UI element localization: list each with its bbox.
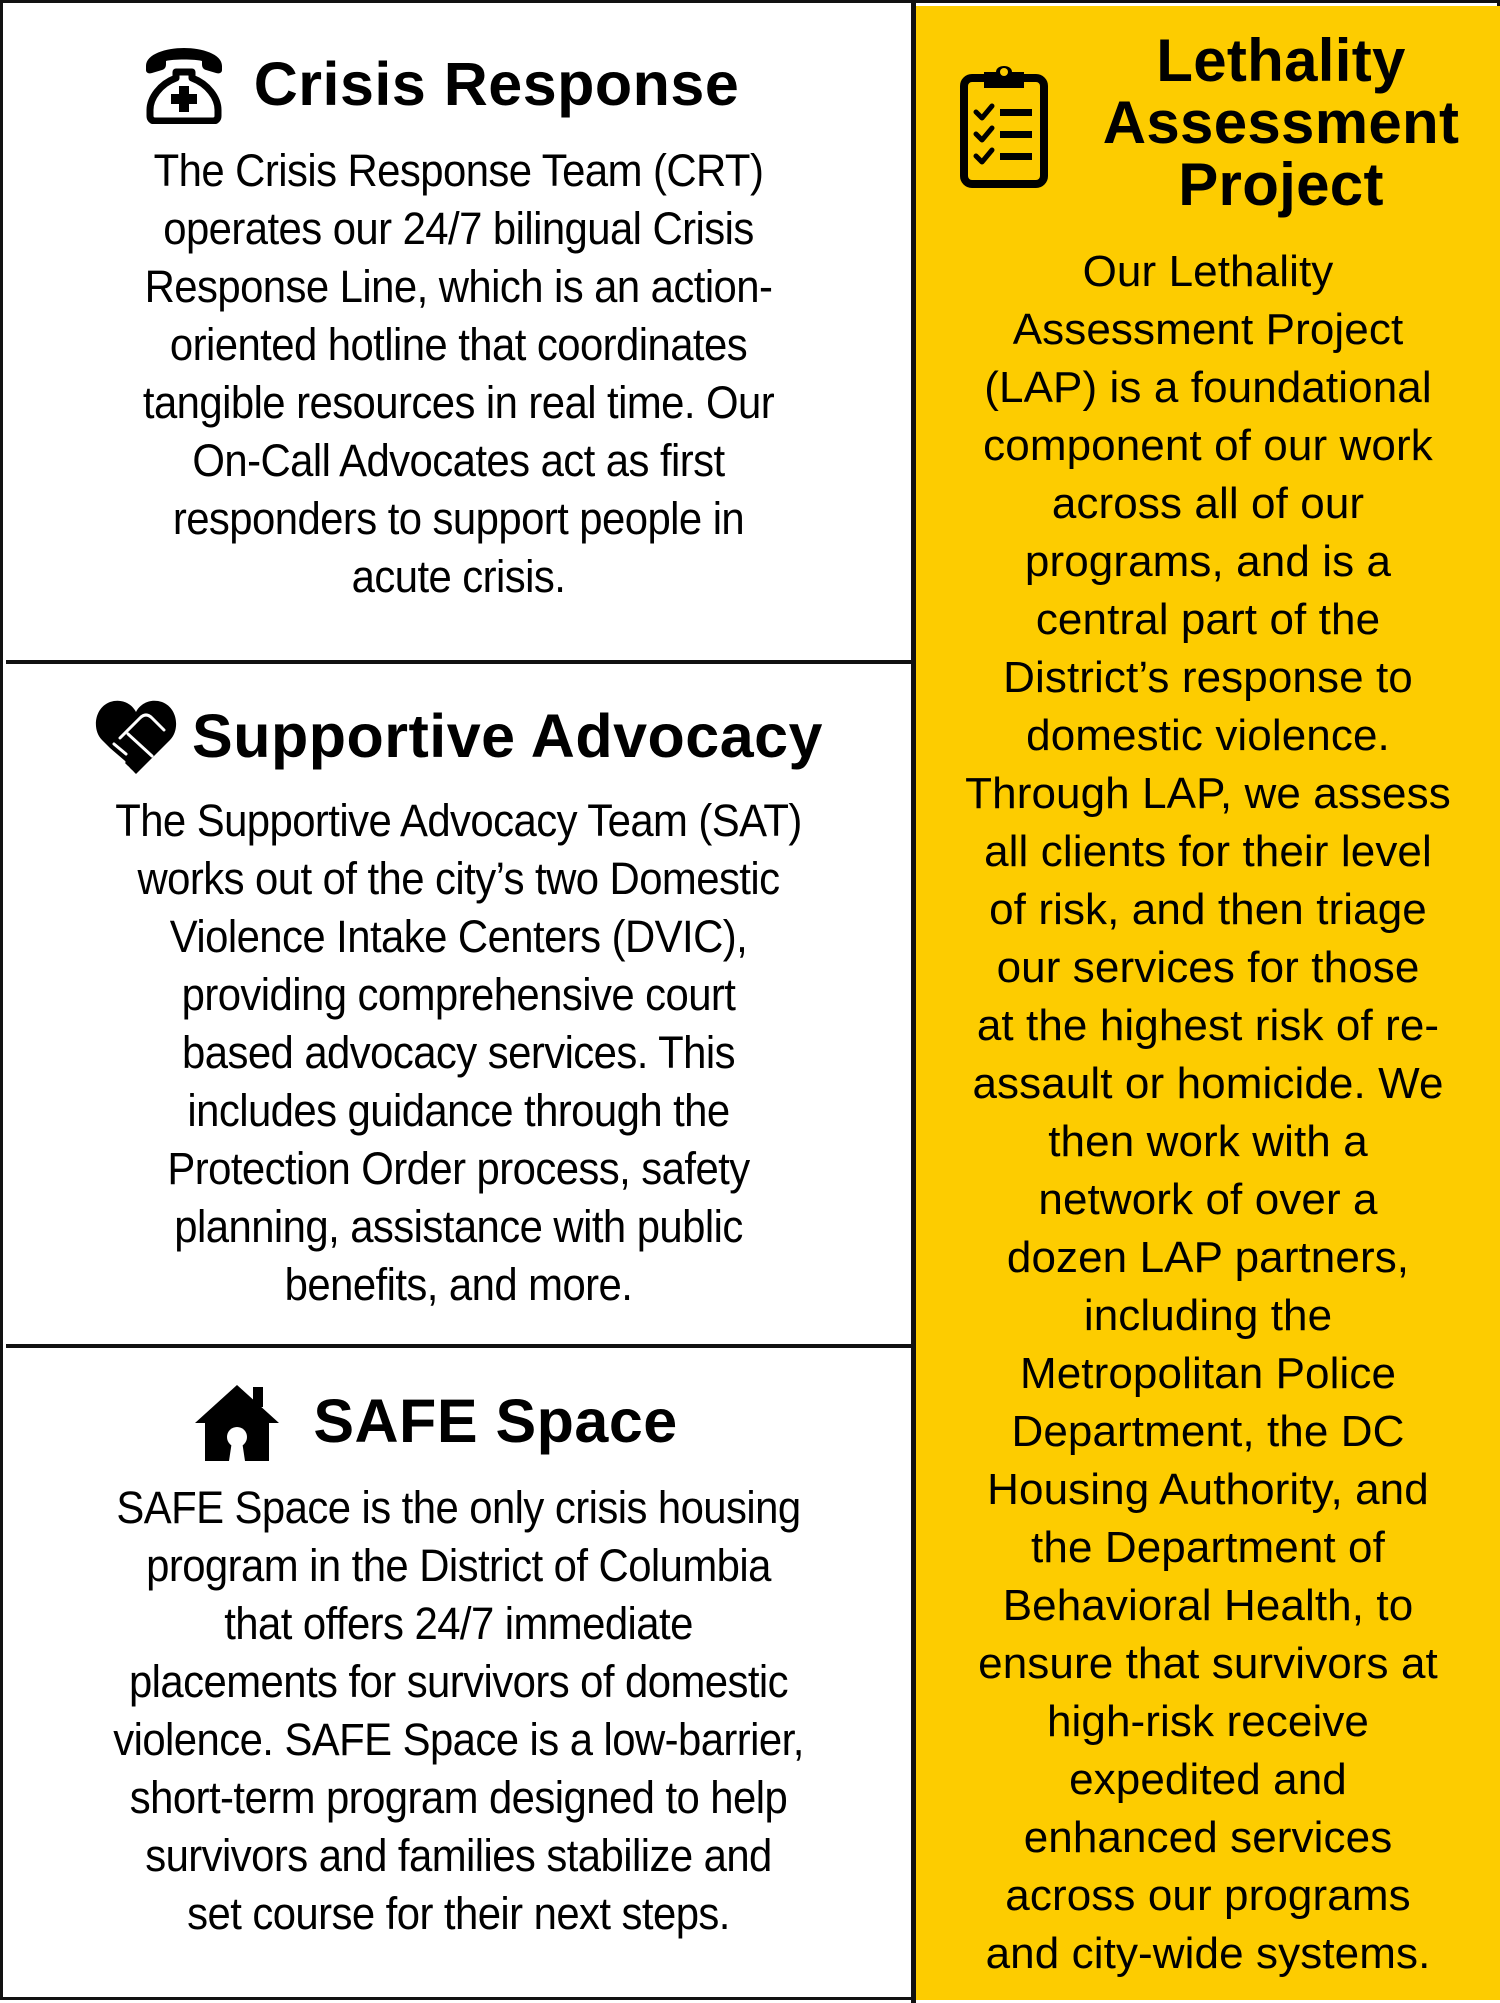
body-line: Protection Order process, safety (167, 1143, 750, 1194)
body-line: The Supportive Advocacy Team (SAT) (115, 795, 802, 846)
body-line: operates our 24/7 bilingual Crisis (163, 203, 754, 254)
section-header (6, 696, 911, 776)
section-body (38, 142, 880, 606)
body-line: oriented hotline that coordinates (169, 319, 748, 370)
title-line: Assessment (1102, 89, 1460, 156)
section-divider (6, 660, 911, 664)
body-line: Housing Authority, and (987, 1465, 1429, 1514)
body-line: based advocacy services. This (182, 1027, 735, 1078)
body-line: works out of the city’s two Domestic (137, 853, 780, 904)
body-line: tangible resources in real time. Our (142, 377, 775, 428)
body-line: Assessment Project (1012, 305, 1404, 354)
phone-medical-icon (142, 44, 226, 124)
body-line: SAFE Space is the only crisis housing (116, 1482, 801, 1533)
body-line: then work with a (1048, 1117, 1368, 1166)
body-line: providing comprehensive court (181, 969, 736, 1020)
body-line: survivors and families stabilize and (145, 1830, 772, 1881)
body-line: network of over a (1038, 1175, 1378, 1224)
body-line: central part of the (1035, 595, 1381, 644)
body-line: including the (1083, 1291, 1333, 1340)
body-line: our services for those (996, 943, 1420, 992)
body-line: ensure that survivors at (978, 1639, 1438, 1688)
title-line: Lethality (1156, 27, 1406, 94)
section-body (38, 792, 880, 1314)
body-line: includes guidance through the (187, 1085, 730, 1136)
section-safe-space (6, 1381, 911, 1943)
section-title: Crisis Response (253, 49, 740, 118)
body-line: Metropolitan Police (1019, 1349, 1397, 1398)
body-line: District’s response to (1003, 653, 1413, 702)
section-header (0, 44, 893, 124)
section-body (916, 243, 1500, 1983)
section-lethality-assessment-project (916, 6, 1500, 2000)
body-line: across all of our (1051, 479, 1365, 528)
body-line: Behavioral Health, to (1002, 1581, 1414, 1630)
section-title: SAFE Space (313, 1386, 678, 1455)
body-line: acute crisis. (351, 551, 566, 602)
body-line: component of our work (983, 421, 1433, 470)
section-divider (6, 1344, 911, 1348)
title-line: Project (1178, 151, 1384, 218)
body-line: the Department of (1031, 1523, 1385, 1572)
section-header (916, 27, 1500, 230)
body-line: Department, the DC (1011, 1407, 1405, 1456)
body-line: planning, assistance with public (174, 1201, 743, 1252)
body-line: at the highest risk of re- (976, 1001, 1440, 1050)
body-line: dozen LAP partners, (1006, 1233, 1410, 1282)
section-title (1066, 27, 1496, 218)
section-body (38, 1479, 880, 1943)
body-line: violence. SAFE Space is a low-barrier, (113, 1714, 804, 1765)
body-line: benefits, and more. (284, 1259, 633, 1310)
body-line: domestic violence. (1026, 711, 1390, 760)
program-column (6, 6, 911, 2000)
body-line: program in the District of Columbia (146, 1540, 771, 1591)
body-line: assault or homicide. We (972, 1059, 1444, 1108)
body-line: set course for their next steps. (187, 1888, 730, 1939)
body-line: Violence Intake Centers (DVIC), (169, 911, 748, 962)
body-line: enhanced services (1023, 1813, 1393, 1862)
body-line: placements for survivors of domestic (128, 1656, 789, 1707)
body-line: Through LAP, we assess (965, 769, 1451, 818)
body-line: expedited and (1069, 1755, 1347, 1804)
heart-handshake-icon (94, 696, 178, 776)
clipboard-checklist-icon (960, 62, 1048, 188)
body-line: Response Line, which is an action- (144, 261, 773, 312)
section-title: Supportive Advocacy (192, 701, 823, 770)
section-header (0, 1381, 889, 1461)
body-line: On-Call Advocates act as first (192, 435, 725, 486)
body-line: and city-wide systems. (985, 1929, 1431, 1978)
body-line: short-term program designed to help (129, 1772, 788, 1823)
body-line: responders to support people in (172, 493, 745, 544)
section-supportive-advocacy (6, 696, 911, 1314)
body-line: high-risk receive (1046, 1697, 1370, 1746)
section-crisis-response (6, 44, 911, 606)
body-line: across our programs (1005, 1871, 1411, 1920)
body-line: The Crisis Response Team (CRT) (153, 145, 764, 196)
body-line: Our Lethality (1082, 247, 1334, 296)
body-line: all clients for their level (984, 827, 1432, 876)
body-line: (LAP) is a foundational (984, 363, 1432, 412)
house-keyhole-icon (195, 1381, 279, 1461)
body-line: programs, and is a (1024, 537, 1392, 586)
body-line: that offers 24/7 immediate (224, 1598, 693, 1649)
body-line: of risk, and then triage (989, 885, 1427, 934)
